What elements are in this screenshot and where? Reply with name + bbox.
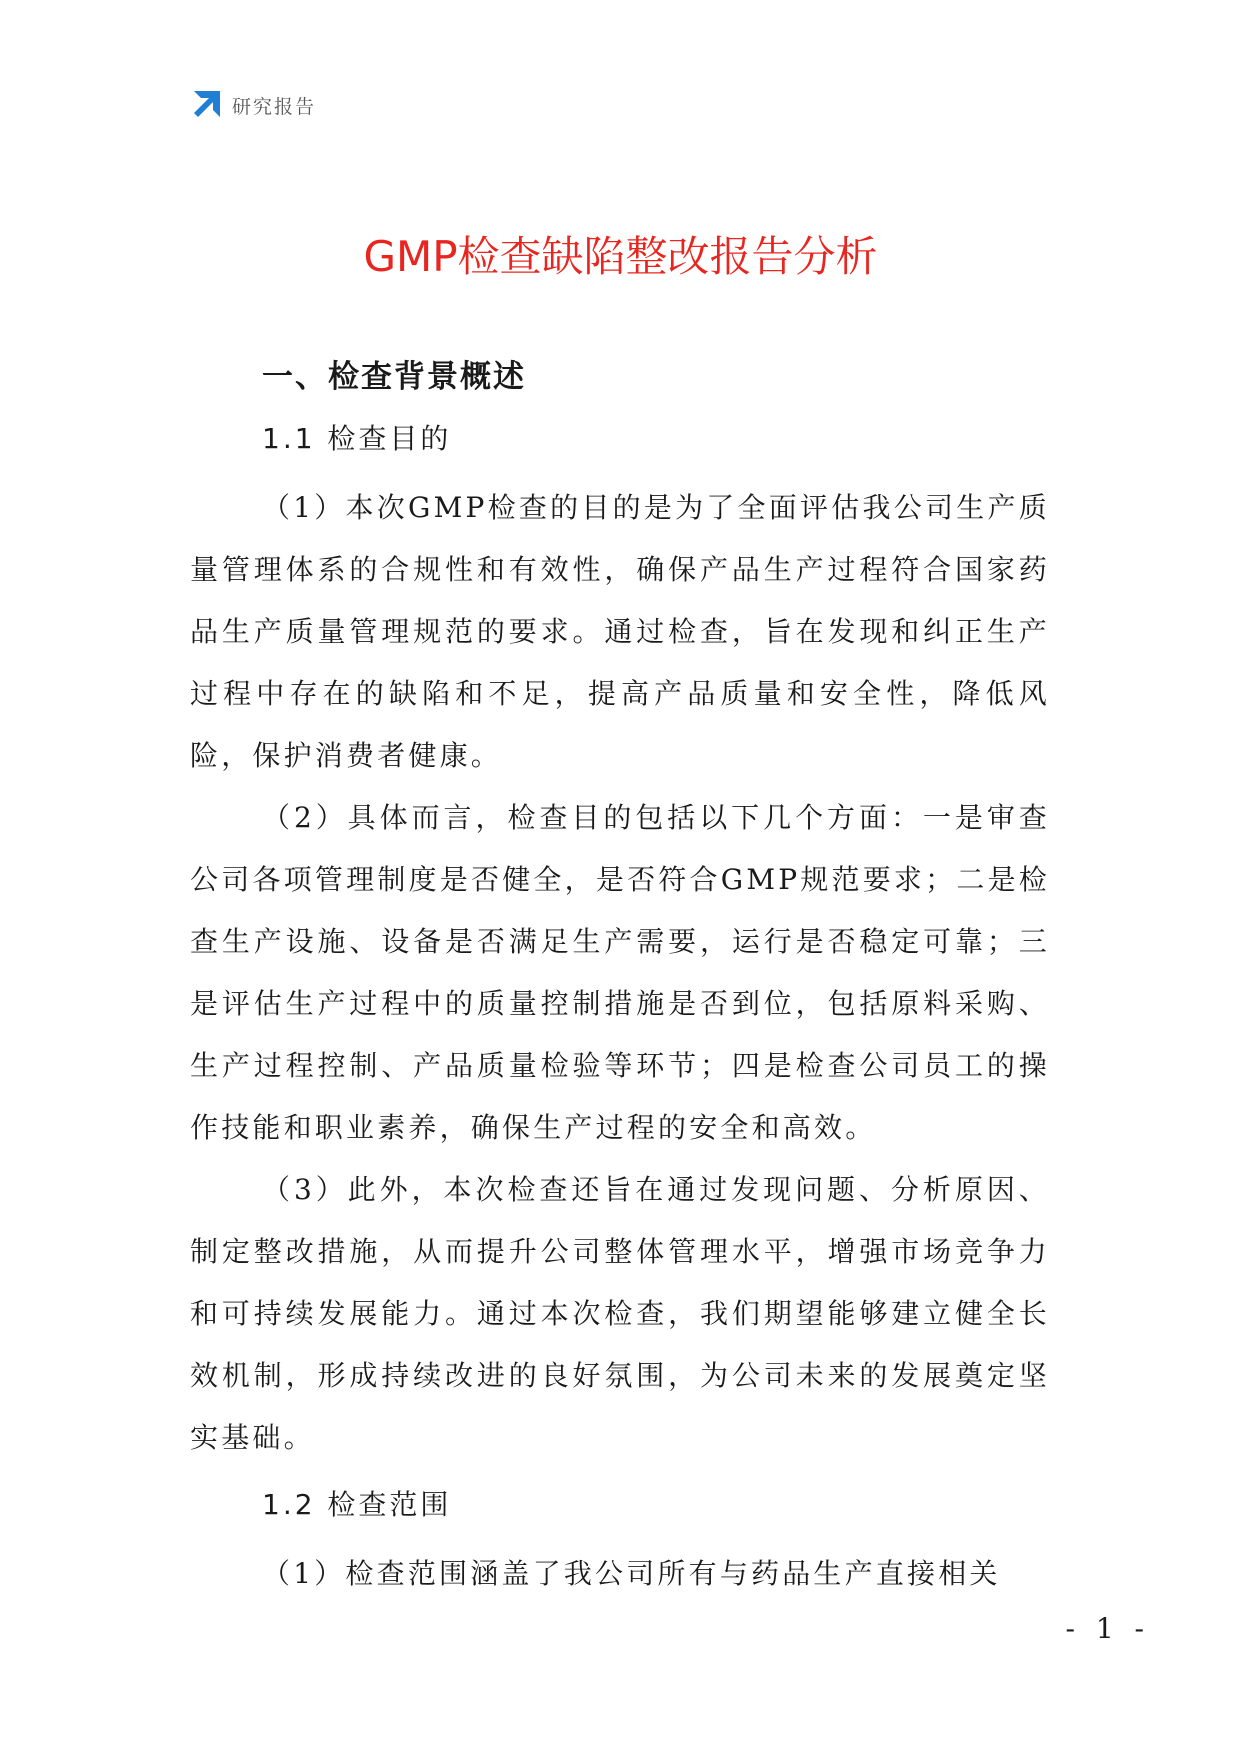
- paragraph: （3）此外，本次检查还旨在通过发现问题、分析原因、制定整改措施，从而提升公司整体管理水平，增强市场竞争力和可持续发展能力。通过本次检查，我们期望能够建立健全长效机制，形成持续改进的良好氛围，为公司未来的发展奠定坚实基础。: [190, 1173, 1050, 1454]
- arrow-up-right-icon: [190, 89, 222, 121]
- page-header: [190, 88, 316, 122]
- page-number: - 1 -: [1065, 1612, 1150, 1645]
- paragraph: （1）本次GMP检查的目的是为了全面评估我公司生产质量管理体系的合规性和有效性，确保产品生产过程符合国家药品生产质量管理规范的要求。通过检查，旨在发现和纠正生产过程中存在的缺陷和不足，提高产品质量和安全性，降低风险，保护消费者健康。: [190, 491, 1050, 772]
- subsection-heading-scope: 1.2 检查范围: [262, 1488, 452, 1521]
- paragraph: （2）具体而言，检查目的包括以下几个方面：一是审查公司各项管理制度是否健全，是否符合GMP规范要求；二是检查生产设施、设备是否满足生产需要，运行是否稳定可靠；三是评估生产过程中的质量控制措施是否到位，包括原料采购、生产过程控制、产品质量检验等环节；四是检查公司员工的操作技能和职业素养，确保生产过程的安全和高效。: [190, 801, 1050, 1144]
- paragraph: （1）检查范围涵盖了我公司所有与药品生产直接相关: [262, 1557, 1001, 1590]
- subsection-heading-purpose: 1.1 检查目的: [262, 422, 452, 455]
- header-label: 研究报告: [232, 95, 317, 118]
- document-body: [190, 355, 1050, 1605]
- document-title: GMP检查缺陷整改报告分析: [363, 232, 878, 281]
- section-heading: 一、检查背景概述: [262, 359, 526, 395]
